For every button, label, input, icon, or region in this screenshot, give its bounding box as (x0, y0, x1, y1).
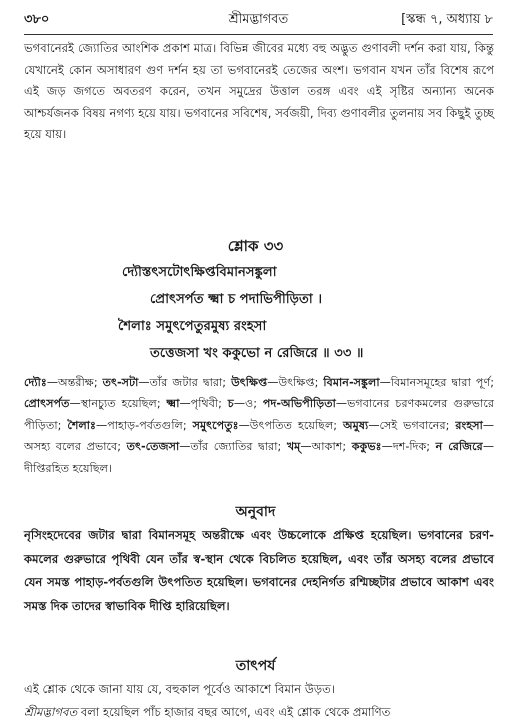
synonym-meaning: —সেই ভগবানের; (368, 418, 456, 432)
synonym-meaning: —ভগবানের চরণকমলের গুরুভারে পীড়িতা; (24, 397, 495, 432)
synonym-meaning: —স্থানচ্যুত হয়েছিল; (69, 397, 167, 411)
purport-line-2 (24, 701, 494, 724)
word-meanings (24, 372, 494, 479)
synonym-word: চ (227, 397, 234, 411)
verse-line-4: তত্তেজসা খং ককুভো ন রেজিরে ॥ ৩৩ ॥ (150, 346, 364, 361)
synonym-word: দ্যৌঃ (24, 376, 47, 389)
synonym-meaning: —পাহাড়-পর্বতগুলি; (96, 418, 193, 432)
verse-heading: শ্লোক ৩৩ (227, 237, 284, 255)
synonym-meaning: —অসহ্য বলের প্রভাবে; (24, 418, 495, 454)
synonym-word: সমুৎপেতুঃ (192, 418, 239, 432)
synonym-meaning: —দীপ্তিরহিত হয়েছিল। (24, 440, 495, 475)
synonym-word: বিমান-সঙ্কুলা (323, 376, 380, 389)
verse-line-3: শৈলাঃ সমুৎপেতুরমুষ্য রংহসা (118, 319, 267, 334)
book-title: শ্রীমদ্ভাগবত (24, 705, 78, 719)
synonym-word: রংহসা (455, 418, 483, 432)
synonym-word: শৈলাঃ (67, 418, 97, 432)
synonym-meaning: —বিমানসমূহের দ্বারা পূর্ণ; (379, 376, 494, 389)
synonym-word: ন রেজিরে (435, 440, 483, 454)
previous-purport-paragraph: ভগবানেরই জ্যোতির আংশিক প্রকাশ মাত্র। বিভিন্ন জীবের মধ্যে বহু অদ্ভুত গুণাবলী দর্শন করা যায়, কিন্তু যেখানেই কোন অসাধারণ গুণ দর্শন হয় তা ভগবানেরই তেজের অংশ। ভগবান যখন তাঁর বিশেষ রূপে এই জড় জগতে অবতরণ করেন, তখন সমুদ্রের উত্তাল তরঙ্গ এবং এই সৃষ্টির অন্যান্য অনেক আশ্চর্যজনক বিষয় নগণ্য হয়ে যায়। ভগবানের সবিশেষ, সর্বজয়ী, দিব্য গুণাবলীর তুলনায় সব কিছুই তুচ্ছ হয়ে যায়। (24, 41, 494, 141)
translation-heading: অনুবাদ (235, 504, 276, 520)
synonym-word: উৎক্ষিপ্ত (231, 376, 268, 389)
synonym-meaning: —উৎপতিত হয়েছিল; (238, 418, 343, 432)
purport-text (24, 678, 494, 724)
running-title: শ্রীমদ্ভাগবত (228, 12, 289, 27)
synonym-meaning: —দশ-দিক; (381, 440, 436, 454)
verse-line-2: প্রোৎসর্পত ক্ষ্মা চ পদাভিপীড়িতা । (150, 292, 323, 307)
synonym-meaning: —অন্তরীক্ষ; (46, 376, 103, 389)
chapter-reference: [স্কন্ধ ৭, অধ্যায় ৮ (401, 12, 493, 27)
synonym-word: ক্ষ্মা (166, 397, 180, 411)
synonym-meaning: —আকাশ; (300, 440, 352, 454)
purport-line-2-text: বলা হয়েছিল পাঁচ হাজার বছর আগে, এবং এই শ্লোক থেকে প্রমাণিত (77, 705, 391, 719)
purport-line-1: এই শ্লোক থেকে জানা যায় যে, বহুকাল পূর্বেও আকাশে বিমান উড়ত। (24, 682, 336, 696)
translation-text: নৃসিংহদেবের জটার দ্বারা বিমানসমূহ অন্তরীক্ষে এবং উচ্চলোকে প্রক্ষিপ্ত হয়েছিল। ভগবানের চরণ-কমলের গুরুভারে পৃথিবী যেন তাঁর স্ব-স্থান থেকে বিচলিত হয়েছিল, এবং তাঁর অসহ্য বলের প্রভাবে যেন সমস্ত পাহাড়-পর্বতগুলি উৎপতিত হয়েছিল। ভগবানের দেহনির্গত রশ্মিচ্ছটার প্রভাবে আকাশ এবং সমস্ত দিক তাদের স্বাভাবিক দীপ্তি হারিয়েছিল। (24, 528, 494, 613)
synonym-meaning: —পৃথিবী; (179, 397, 228, 411)
synonym-meaning: —উৎক্ষিপ্ত; (267, 376, 324, 389)
synonym-word: পদ-অভিপীড়িতা (262, 397, 336, 411)
purport-heading: তাৎপর্য (235, 658, 276, 674)
verse-line-1: দ্যৌস্তৎসটোৎক্ষিপ্তবিমানসঙ্কুলা (122, 265, 277, 280)
synonym-word: খম্ (286, 440, 301, 454)
page-number: ৩৮০ (24, 12, 50, 27)
synonym-word: অমুষ্য (342, 418, 369, 432)
synonym-meaning: —ও; (233, 397, 263, 411)
synonym-word: ককুভঃ (351, 440, 382, 454)
synonym-word: তৎ-তেজসা (126, 440, 180, 454)
synonym-meaning: —তাঁর জ্যোতির দ্বারা; (179, 440, 287, 454)
synonym-word: তৎ-সটা (102, 376, 139, 389)
synonym-word: প্রোৎসর্পত (24, 397, 70, 411)
page-header (24, 6, 493, 35)
synonym-meaning: —তাঁর জটার দ্বারা; (138, 376, 232, 389)
